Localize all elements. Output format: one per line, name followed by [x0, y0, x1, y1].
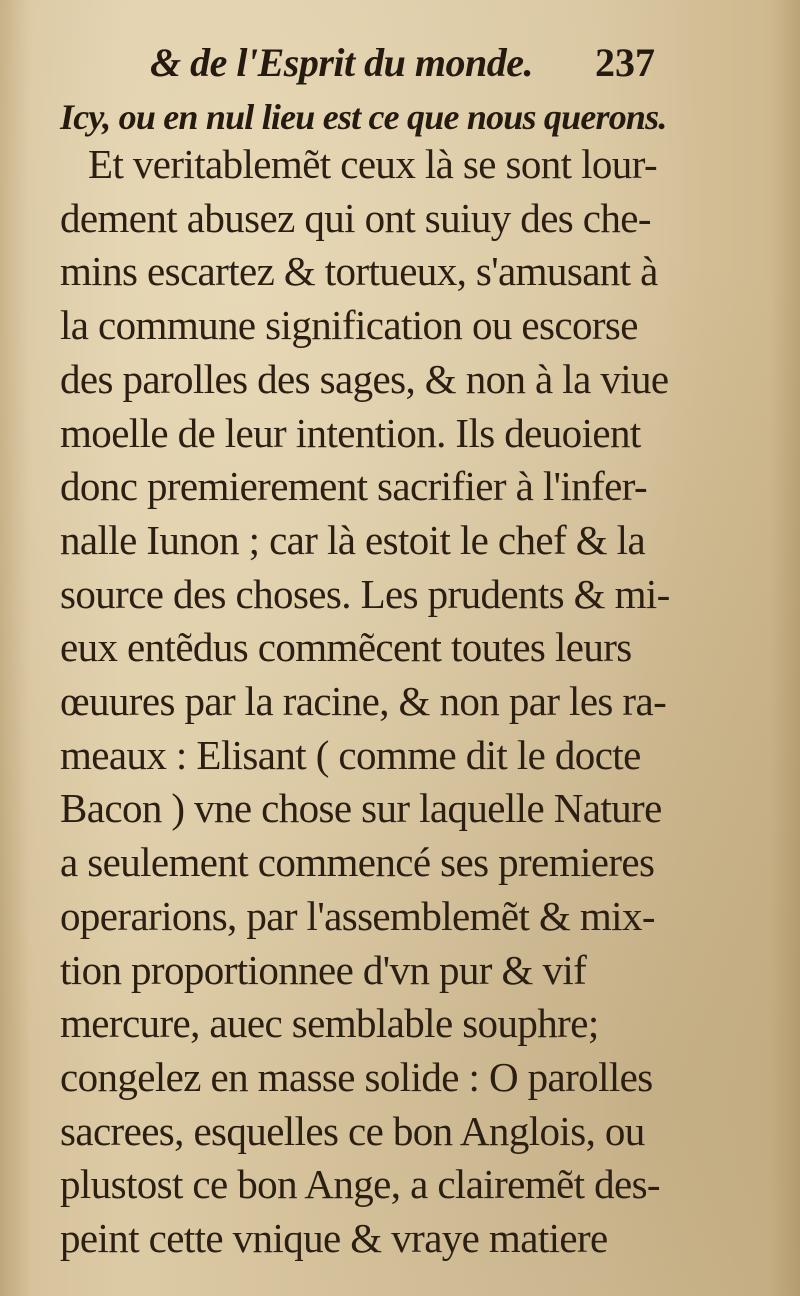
running-head [150, 38, 670, 88]
text-line: meaux : Elisant ( comme dit le docte [60, 731, 641, 778]
running-title: & de l'Esprit du monde. [150, 40, 533, 85]
text-line: œuures par la racine, & non par les ra- [60, 678, 667, 725]
text-line: des parolles des sages, & non à la viue [60, 355, 669, 402]
italic-verse-line: Icy, ou en nul lieu est ce que nous querons. [60, 97, 667, 137]
text-line: mins escartez & tortueux, s'amusant à [60, 248, 658, 295]
text-line: Et veritablemẽt ceux là se sont lour- [88, 141, 657, 187]
page-number: 237 [595, 40, 655, 85]
text-line: donc premierement sacrifier à l'infer- [60, 463, 648, 510]
body-text [60, 138, 690, 1266]
text-line: operarions, par l'assemblemẽt & mix- [60, 892, 655, 939]
text-line: sacrees, esquelles ce bon Anglois, ou [60, 1107, 645, 1154]
text-line: tion proportionnee d'vn pur & vif [60, 946, 587, 993]
text-line: plustost ce bon Ange, a clairemẽt des- [60, 1161, 660, 1208]
text-line: nalle Iunon ; car là estoit le chef & la [60, 516, 646, 563]
text-line: a seulement commencé ses premieres [60, 839, 655, 886]
text-line: mercure, auec semblable souphre; [60, 1000, 599, 1047]
text-line: source des choses. Les prudents & mi- [60, 570, 670, 617]
text-line: congelez en masse solide : O parolles [60, 1053, 653, 1100]
text-line: la commune signification ou escorse [60, 302, 638, 349]
text-line: eux entẽdus commẽcent toutes leurs [60, 624, 632, 671]
text-line: dement abusez qui ont suiuy des che- [60, 194, 651, 241]
text-line: Bacon ) vne chose sur laquelle Nature [60, 785, 662, 832]
text-line: moelle de leur intention. Ils deuoient [60, 409, 641, 456]
text-line: peint cette vnique & vraye matiere [60, 1215, 608, 1262]
